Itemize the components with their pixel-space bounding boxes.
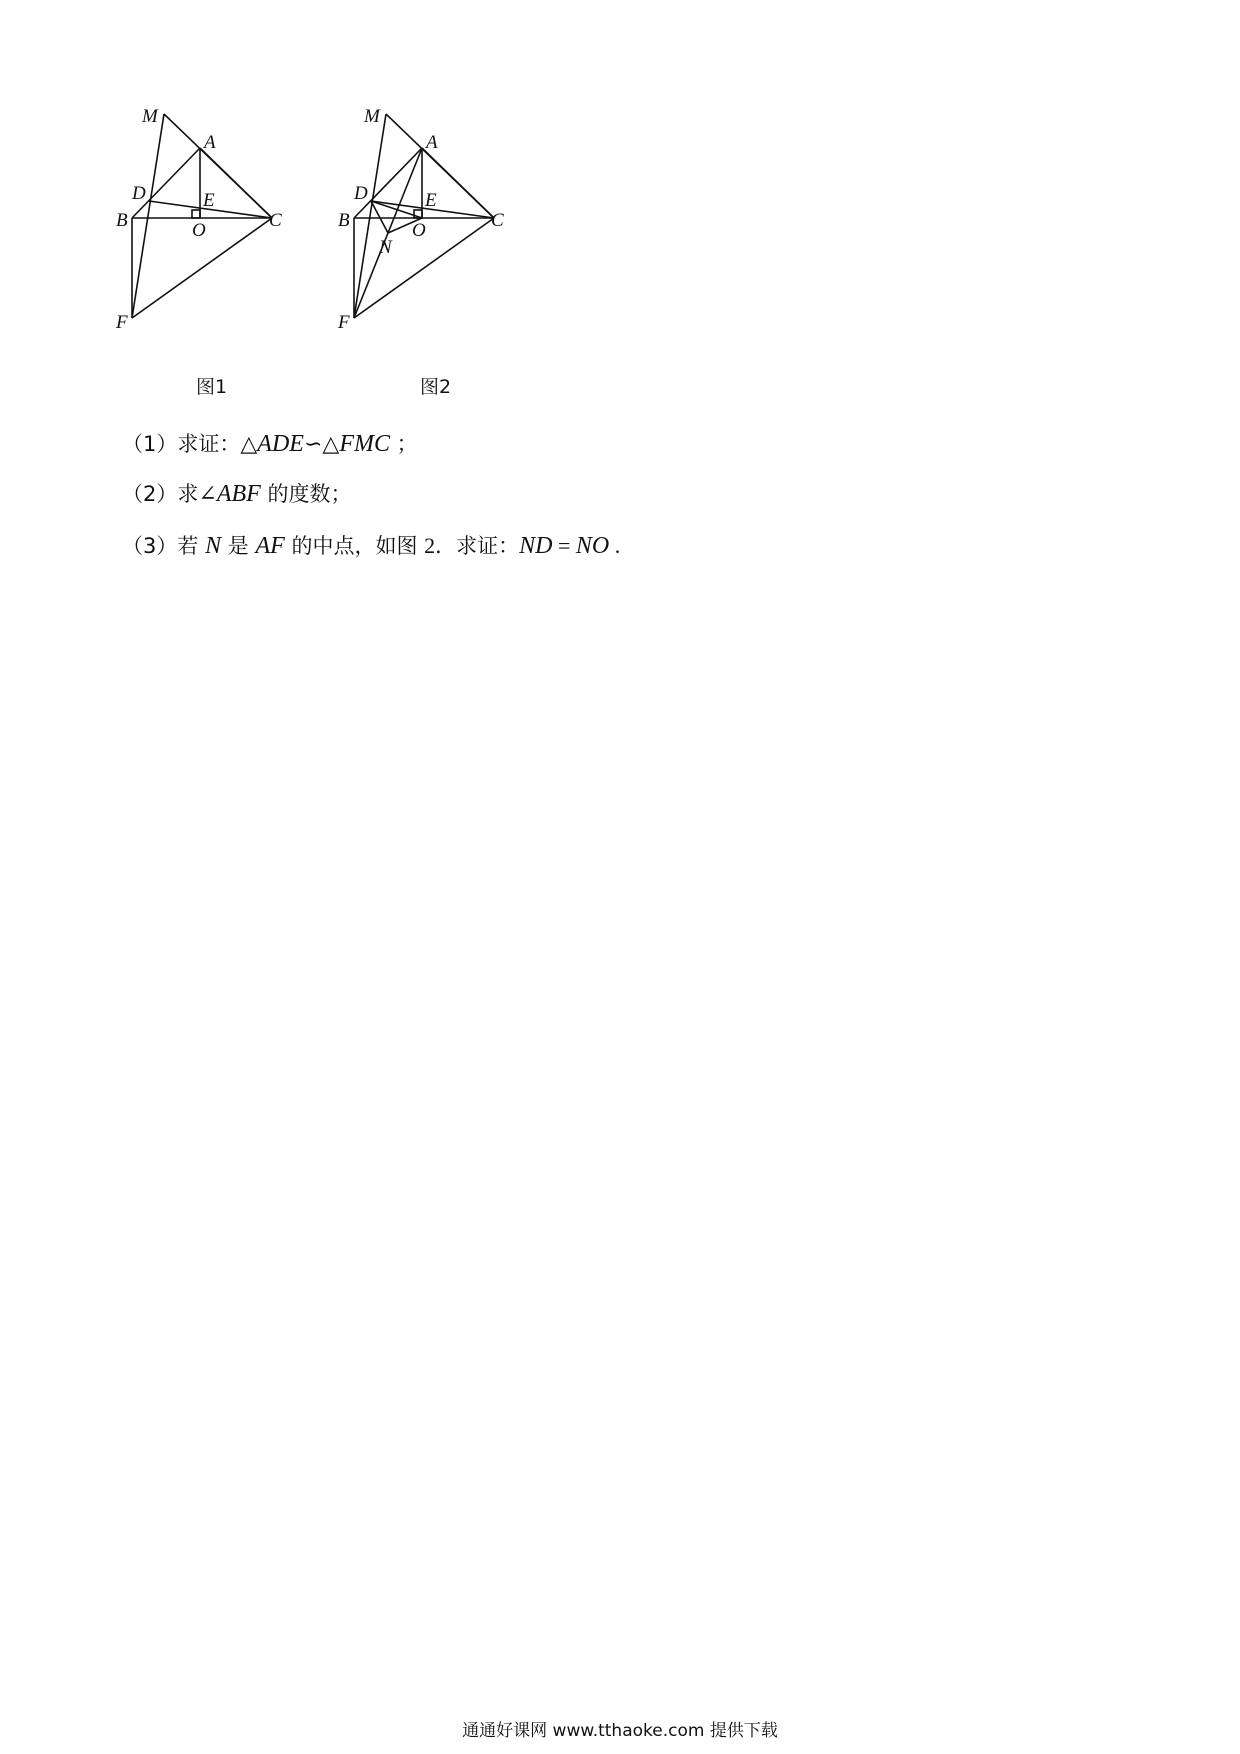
question-number: （2）	[122, 482, 178, 506]
question-text: 求证：	[177, 432, 241, 456]
figure-2-diagram	[338, 106, 552, 340]
math-n: N	[205, 533, 222, 559]
math-nd: ND	[519, 533, 553, 559]
angle-symbol: ∠	[198, 481, 217, 506]
label-A: A	[426, 132, 438, 153]
math-ade: ADE	[257, 431, 304, 457]
question-text: 若	[177, 534, 206, 558]
figure-2-caption: 图2	[420, 376, 452, 398]
figure-1	[116, 106, 320, 340]
label-C: C	[269, 210, 282, 231]
label-F: F	[338, 312, 350, 333]
question-3	[122, 530, 620, 560]
question-number: （3）	[122, 534, 178, 558]
question-text: ．求证：	[435, 534, 520, 558]
label-E: E	[203, 190, 215, 211]
question-end: ；	[389, 432, 418, 456]
page-footer: 通通好课网 www.tthaoke.com 提供下载	[462, 1721, 778, 1741]
triangle-symbol: △	[240, 431, 258, 456]
math-fmc: FMC	[339, 431, 390, 457]
question-number: （1）	[122, 432, 178, 456]
question-end: 的度数；	[260, 482, 352, 506]
label-M: M	[364, 106, 380, 127]
label-N: N	[379, 237, 392, 258]
question-text: 是	[221, 534, 256, 558]
question-text: 求	[177, 482, 199, 506]
label-E: E	[425, 190, 437, 211]
label-D: D	[132, 183, 146, 204]
question-end: .	[609, 533, 621, 558]
math-no: NO	[575, 533, 610, 559]
label-D: D	[354, 183, 368, 204]
figure-2	[338, 106, 552, 340]
label-O: O	[412, 220, 426, 241]
label-O: O	[192, 220, 206, 241]
label-C: C	[491, 210, 504, 231]
equals-sign: =	[552, 533, 576, 558]
label-M: M	[142, 106, 158, 127]
question-1	[122, 428, 418, 458]
math-abf: ABF	[216, 481, 261, 507]
question-2	[122, 478, 351, 508]
figure-ref: 2	[424, 533, 436, 558]
figure-1-caption: 图1	[196, 376, 228, 398]
question-text: 的中点，如图	[284, 534, 425, 558]
figure-1-diagram	[116, 106, 320, 340]
triangle-symbol: △	[322, 431, 340, 456]
label-F: F	[116, 312, 128, 333]
similar-symbol: ∽	[303, 431, 323, 456]
math-af: AF	[255, 533, 285, 559]
label-B: B	[338, 210, 350, 231]
label-A: A	[204, 132, 216, 153]
label-B: B	[116, 210, 128, 231]
